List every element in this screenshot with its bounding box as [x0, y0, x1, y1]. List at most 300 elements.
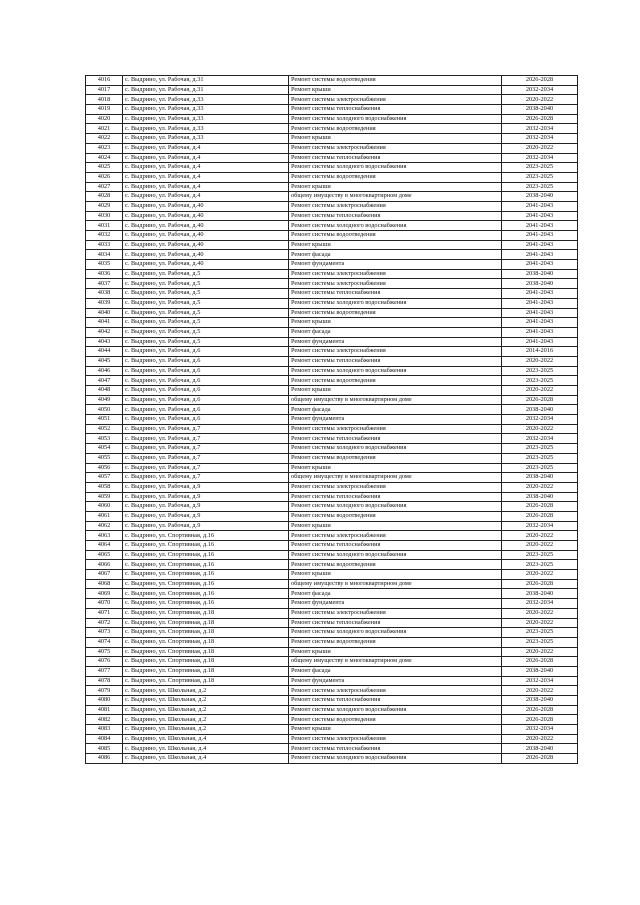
address-cell: с. Выдрино, ул. Рабочая, д.5	[123, 337, 289, 347]
work-type-cell: Ремонт системы электроснабжения	[289, 608, 502, 618]
row-number: 4077	[86, 666, 123, 676]
address-cell: с. Выдрино, ул. Рабочая, д.33	[123, 114, 289, 124]
period-cell: 2041-2043	[502, 318, 578, 328]
row-number: 4058	[86, 482, 123, 492]
table-row	[86, 172, 578, 182]
address-cell: с. Выдрино, ул. Рабочая, д.7	[123, 434, 289, 444]
address-cell: с. Выдрино, ул. Рабочая, д.7	[123, 473, 289, 483]
row-number: 4054	[86, 444, 123, 454]
work-type-cell: Ремонт системы электроснабжения	[289, 279, 502, 289]
period-cell: 2020-2022	[502, 356, 578, 366]
table-row	[86, 463, 578, 473]
address-cell: с. Выдрино, ул. Спортивная, д.18	[123, 628, 289, 638]
work-type-cell: Ремонт системы холодного водоснабжения	[289, 502, 502, 512]
period-cell: 2023-2025	[502, 453, 578, 463]
table-row	[86, 143, 578, 153]
work-type-cell: Ремонт системы водоотведения	[289, 511, 502, 521]
table-row	[86, 240, 578, 250]
address-cell: с. Выдрино, ул. Рабочая, д.6	[123, 366, 289, 376]
period-cell: 2038-2040	[502, 192, 578, 202]
table-row	[86, 434, 578, 444]
table-row	[86, 754, 578, 764]
work-type-cell: Ремонт системы теплоснабжения	[289, 541, 502, 551]
address-cell: с. Выдрино, ул. Рабочая, д.7	[123, 444, 289, 454]
row-number: 4078	[86, 676, 123, 686]
table-row	[86, 599, 578, 609]
address-cell: с. Выдрино, ул. Рабочая, д.6	[123, 356, 289, 366]
row-number: 4049	[86, 395, 123, 405]
period-cell: 2020-2022	[502, 570, 578, 580]
period-cell: 2020-2022	[502, 424, 578, 434]
table-row	[86, 279, 578, 289]
period-cell: 2023-2025	[502, 550, 578, 560]
period-cell: 2023-2025	[502, 463, 578, 473]
work-type-cell: Ремонт системы теплоснабжения	[289, 289, 502, 299]
table-body	[86, 76, 578, 764]
work-type-cell: Ремонт фасада	[289, 666, 502, 676]
row-number: 4084	[86, 734, 123, 744]
address-cell: с. Выдрино, ул. Рабочая, д.31	[123, 76, 289, 86]
period-cell: 2023-2025	[502, 366, 578, 376]
address-cell: с. Выдрино, ул. Рабочая, д.33	[123, 134, 289, 144]
row-number: 4066	[86, 560, 123, 570]
address-cell: с. Выдрино, ул. Спортивная, д.16	[123, 589, 289, 599]
row-number: 4044	[86, 347, 123, 357]
address-cell: с. Выдрино, ул. Рабочая, д.9	[123, 521, 289, 531]
address-cell: с. Выдрино, ул. Спортивная, д.18	[123, 647, 289, 657]
address-cell: с. Выдрино, ул. Рабочая, д.40	[123, 260, 289, 270]
row-number: 4055	[86, 453, 123, 463]
address-cell: с. Выдрино, ул. Рабочая, д.6	[123, 376, 289, 386]
address-cell: с. Выдрино, ул. Рабочая, д.4	[123, 192, 289, 202]
table-row	[86, 386, 578, 396]
row-number: 4046	[86, 366, 123, 376]
address-cell: с. Выдрино, ул. Школьная, д.2	[123, 686, 289, 696]
row-number: 4056	[86, 463, 123, 473]
period-cell: 2020-2022	[502, 734, 578, 744]
row-number: 4026	[86, 172, 123, 182]
row-number: 4079	[86, 686, 123, 696]
period-cell: 2026-2028	[502, 395, 578, 405]
row-number: 4069	[86, 589, 123, 599]
work-type-cell: Ремонт системы электроснабжения	[289, 347, 502, 357]
work-type-cell: Ремонт системы холодного водоснабжения	[289, 628, 502, 638]
address-cell: с. Выдрино, ул. Рабочая, д.6	[123, 405, 289, 415]
table-row	[86, 192, 578, 202]
period-cell: 2014-2016	[502, 347, 578, 357]
work-type-cell: Ремонт системы холодного водоснабжения	[289, 550, 502, 560]
table-row	[86, 298, 578, 308]
table-row	[86, 570, 578, 580]
row-number: 4059	[86, 492, 123, 502]
row-number: 4033	[86, 240, 123, 250]
address-cell: с. Выдрино, ул. Рабочая, д.9	[123, 492, 289, 502]
work-type-cell: Ремонт системы электроснабжения	[289, 143, 502, 153]
address-cell: с. Выдрино, ул. Рабочая, д.33	[123, 95, 289, 105]
table-row	[86, 744, 578, 754]
address-cell: с. Выдрино, ул. Рабочая, д.5	[123, 289, 289, 299]
period-cell: 2038-2040	[502, 105, 578, 115]
work-type-cell: Ремонт системы водоотведения	[289, 308, 502, 318]
work-type-cell: Ремонт системы теплоснабжения	[289, 153, 502, 163]
table-row	[86, 405, 578, 415]
address-cell: с. Выдрино, ул. Школьная, д.2	[123, 696, 289, 706]
work-type-cell: Ремонт фасада	[289, 327, 502, 337]
period-cell: 2023-2025	[502, 182, 578, 192]
row-number: 4040	[86, 308, 123, 318]
table-row	[86, 715, 578, 725]
table-row	[86, 327, 578, 337]
work-type-cell: Ремонт системы холодного водоснабжения	[289, 366, 502, 376]
period-cell: 2032-2034	[502, 725, 578, 735]
row-number: 4024	[86, 153, 123, 163]
work-type-cell: Ремонт системы теплоснабжения	[289, 696, 502, 706]
row-number: 4062	[86, 521, 123, 531]
row-number: 4016	[86, 76, 123, 86]
table-row	[86, 318, 578, 328]
table-row	[86, 85, 578, 95]
address-cell: с. Выдрино, ул. Рабочая, д.40	[123, 211, 289, 221]
period-cell: 2041-2043	[502, 337, 578, 347]
work-type-cell: Ремонт системы теплоснабжения	[289, 434, 502, 444]
row-number: 4060	[86, 502, 123, 512]
work-type-cell: Ремонт системы водоотведения	[289, 715, 502, 725]
table-row	[86, 686, 578, 696]
work-type-cell: Ремонт крыши	[289, 725, 502, 735]
period-cell: 2041-2043	[502, 240, 578, 250]
period-cell: 2038-2040	[502, 696, 578, 706]
period-cell: 2020-2022	[502, 686, 578, 696]
row-number: 4038	[86, 289, 123, 299]
row-number: 4017	[86, 85, 123, 95]
address-cell: с. Выдрино, ул. Рабочая, д.5	[123, 327, 289, 337]
address-cell: с. Выдрино, ул. Спортивная, д.16	[123, 599, 289, 609]
row-number: 4061	[86, 511, 123, 521]
work-type-cell: Ремонт фундамента	[289, 415, 502, 425]
address-cell: с. Выдрино, ул. Рабочая, д.4	[123, 182, 289, 192]
period-cell: 2020-2022	[502, 482, 578, 492]
address-cell: с. Выдрино, ул. Спортивная, д.18	[123, 637, 289, 647]
address-cell: с. Выдрино, ул. Рабочая, д.6	[123, 386, 289, 396]
period-cell: 2032-2034	[502, 521, 578, 531]
row-number: 4023	[86, 143, 123, 153]
period-cell: 2020-2022	[502, 618, 578, 628]
period-cell: 2038-2040	[502, 269, 578, 279]
work-type-cell: Ремонт крыши	[289, 240, 502, 250]
table-row	[86, 124, 578, 134]
address-cell: с. Выдрино, ул. Рабочая, д.9	[123, 511, 289, 521]
row-number: 4085	[86, 744, 123, 754]
work-type-cell: Ремонт системы холодного водоснабжения	[289, 298, 502, 308]
work-type-cell: Ремонт системы электроснабжения	[289, 269, 502, 279]
row-number: 4076	[86, 657, 123, 667]
period-cell: 2026-2028	[502, 715, 578, 725]
row-number: 4081	[86, 705, 123, 715]
period-cell: 2020-2022	[502, 95, 578, 105]
work-type-cell: Ремонт фасада	[289, 589, 502, 599]
period-cell: 2041-2043	[502, 308, 578, 318]
address-cell: с. Выдрино, ул. Рабочая, д.5	[123, 269, 289, 279]
work-type-cell: Ремонт системы теплоснабжения	[289, 744, 502, 754]
table-row	[86, 696, 578, 706]
address-cell: с. Выдрино, ул. Спортивная, д.16	[123, 570, 289, 580]
period-cell: 2026-2028	[502, 657, 578, 667]
period-cell: 2023-2025	[502, 628, 578, 638]
table-row	[86, 657, 578, 667]
period-cell: 2032-2034	[502, 415, 578, 425]
period-cell: 2032-2034	[502, 599, 578, 609]
period-cell: 2023-2025	[502, 444, 578, 454]
work-type-cell: Ремонт фасада	[289, 405, 502, 415]
table-row	[86, 114, 578, 124]
table-row	[86, 560, 578, 570]
work-type-cell: Ремонт системы холодного водоснабжения	[289, 705, 502, 715]
work-type-cell: общему имуществу в многоквартирном доме	[289, 395, 502, 405]
row-number: 4020	[86, 114, 123, 124]
work-type-cell: Ремонт крыши	[289, 647, 502, 657]
work-type-cell: Ремонт системы теплоснабжения	[289, 492, 502, 502]
table-row	[86, 647, 578, 657]
table-row	[86, 376, 578, 386]
work-type-cell: Ремонт крыши	[289, 182, 502, 192]
table-row	[86, 589, 578, 599]
address-cell: с. Выдрино, ул. Школьная, д.4	[123, 754, 289, 764]
work-type-cell: Ремонт фасада	[289, 250, 502, 260]
table-row	[86, 289, 578, 299]
row-number: 4045	[86, 356, 123, 366]
table-row	[86, 250, 578, 260]
table-row	[86, 734, 578, 744]
period-cell: 2032-2034	[502, 134, 578, 144]
table-row	[86, 366, 578, 376]
period-cell: 2041-2043	[502, 289, 578, 299]
work-type-cell: Ремонт системы теплоснабжения	[289, 211, 502, 221]
address-cell: с. Выдрино, ул. Рабочая, д.7	[123, 453, 289, 463]
period-cell: 2020-2022	[502, 608, 578, 618]
period-cell: 2032-2034	[502, 153, 578, 163]
work-type-cell: Ремонт крыши	[289, 318, 502, 328]
work-type-cell: Ремонт крыши	[289, 85, 502, 95]
work-type-cell: Ремонт системы теплоснабжения	[289, 618, 502, 628]
table-row	[86, 511, 578, 521]
work-type-cell: Ремонт системы водоотведения	[289, 231, 502, 241]
table-row	[86, 579, 578, 589]
address-cell: с. Выдрино, ул. Спортивная, д.18	[123, 608, 289, 618]
table-row	[86, 337, 578, 347]
table-row	[86, 182, 578, 192]
row-number: 4030	[86, 211, 123, 221]
row-number: 4032	[86, 231, 123, 241]
row-number: 4019	[86, 105, 123, 115]
address-cell: с. Выдрино, ул. Рабочая, д.7	[123, 463, 289, 473]
work-type-cell: Ремонт системы теплоснабжения	[289, 356, 502, 366]
period-cell: 2041-2043	[502, 221, 578, 231]
row-number: 4057	[86, 473, 123, 483]
period-cell: 2023-2025	[502, 637, 578, 647]
period-cell: 2026-2028	[502, 76, 578, 86]
row-number: 4082	[86, 715, 123, 725]
table-row	[86, 628, 578, 638]
table-row	[86, 163, 578, 173]
period-cell: 2041-2043	[502, 327, 578, 337]
address-cell: с. Выдрино, ул. Спортивная, д.18	[123, 618, 289, 628]
period-cell: 2041-2043	[502, 211, 578, 221]
row-number: 4048	[86, 386, 123, 396]
work-type-cell: Ремонт системы электроснабжения	[289, 531, 502, 541]
period-cell: 2041-2043	[502, 260, 578, 270]
work-type-cell: общему имуществу в многоквартирном доме	[289, 579, 502, 589]
work-type-cell: Ремонт системы электроснабжения	[289, 482, 502, 492]
row-number: 4043	[86, 337, 123, 347]
row-number: 4052	[86, 424, 123, 434]
table-row	[86, 618, 578, 628]
table-row	[86, 269, 578, 279]
table-row	[86, 308, 578, 318]
period-cell: 2032-2034	[502, 434, 578, 444]
row-number: 4021	[86, 124, 123, 134]
table-row	[86, 95, 578, 105]
work-type-cell: Ремонт системы холодного водоснабжения	[289, 221, 502, 231]
address-cell: с. Выдрино, ул. Школьная, д.2	[123, 715, 289, 725]
table-row	[86, 492, 578, 502]
work-type-cell: общему имуществу в многоквартирном доме	[289, 657, 502, 667]
table-row	[86, 347, 578, 357]
work-type-cell: Ремонт системы холодного водоснабжения	[289, 754, 502, 764]
period-cell: 2020-2022	[502, 531, 578, 541]
address-cell: с. Выдрино, ул. Рабочая, д.40	[123, 240, 289, 250]
row-number: 4074	[86, 637, 123, 647]
table-row	[86, 608, 578, 618]
period-cell: 2026-2028	[502, 579, 578, 589]
work-type-cell: Ремонт фундамента	[289, 599, 502, 609]
address-cell: с. Выдрино, ул. Спортивная, д.16	[123, 579, 289, 589]
table-row	[86, 502, 578, 512]
work-type-cell: Ремонт системы электроснабжения	[289, 686, 502, 696]
row-number: 4037	[86, 279, 123, 289]
row-number: 4064	[86, 541, 123, 551]
table-row	[86, 424, 578, 434]
period-cell: 2026-2028	[502, 502, 578, 512]
row-number: 4041	[86, 318, 123, 328]
row-number: 4025	[86, 163, 123, 173]
row-number: 4028	[86, 192, 123, 202]
work-type-cell: Ремонт системы электроснабжения	[289, 201, 502, 211]
work-type-cell: Ремонт системы водоотведения	[289, 453, 502, 463]
table-row	[86, 705, 578, 715]
row-number: 4071	[86, 608, 123, 618]
row-number: 4051	[86, 415, 123, 425]
address-cell: с. Выдрино, ул. Рабочая, д.40	[123, 250, 289, 260]
period-cell: 2032-2034	[502, 124, 578, 134]
table-row	[86, 153, 578, 163]
table-row	[86, 541, 578, 551]
table-row	[86, 725, 578, 735]
address-cell: с. Выдрино, ул. Спортивная, д.18	[123, 657, 289, 667]
period-cell: 2032-2034	[502, 85, 578, 95]
period-cell: 2038-2040	[502, 405, 578, 415]
work-type-cell: Ремонт фундамента	[289, 337, 502, 347]
table-row	[86, 637, 578, 647]
table-row	[86, 201, 578, 211]
row-number: 4073	[86, 628, 123, 638]
address-cell: с. Выдрино, ул. Школьная, д.4	[123, 734, 289, 744]
period-cell: 2026-2028	[502, 705, 578, 715]
address-cell: с. Выдрино, ул. Спортивная, д.16	[123, 550, 289, 560]
table-row	[86, 666, 578, 676]
address-cell: с. Выдрино, ул. Рабочая, д.9	[123, 482, 289, 492]
period-cell: 2038-2040	[502, 666, 578, 676]
address-cell: с. Выдрино, ул. Рабочая, д.6	[123, 415, 289, 425]
period-cell: 2020-2022	[502, 647, 578, 657]
row-number: 4036	[86, 269, 123, 279]
work-type-cell: Ремонт крыши	[289, 463, 502, 473]
period-cell: 2026-2028	[502, 511, 578, 521]
period-cell: 2038-2040	[502, 473, 578, 483]
work-type-cell: Ремонт системы водоотведения	[289, 76, 502, 86]
period-cell: 2041-2043	[502, 298, 578, 308]
period-cell: 2020-2022	[502, 143, 578, 153]
row-number: 4053	[86, 434, 123, 444]
row-number: 4050	[86, 405, 123, 415]
period-cell: 2041-2043	[502, 201, 578, 211]
address-cell: с. Выдрино, ул. Рабочая, д.5	[123, 279, 289, 289]
work-type-cell: Ремонт фундамента	[289, 676, 502, 686]
period-cell: 2038-2040	[502, 744, 578, 754]
table-row	[86, 211, 578, 221]
table-row	[86, 415, 578, 425]
address-cell: с. Выдрино, ул. Рабочая, д.6	[123, 347, 289, 357]
row-number: 4072	[86, 618, 123, 628]
row-number: 4086	[86, 754, 123, 764]
address-cell: с. Выдрино, ул. Рабочая, д.5	[123, 318, 289, 328]
address-cell: с. Выдрино, ул. Школьная, д.4	[123, 744, 289, 754]
address-cell: с. Выдрино, ул. Рабочая, д.4	[123, 143, 289, 153]
period-cell: 2038-2040	[502, 279, 578, 289]
address-cell: с. Выдрино, ул. Рабочая, д.4	[123, 163, 289, 173]
address-cell: с. Выдрино, ул. Рабочая, д.40	[123, 231, 289, 241]
address-cell: с. Выдрино, ул. Спортивная, д.18	[123, 666, 289, 676]
work-type-cell: Ремонт крыши	[289, 134, 502, 144]
row-number: 4068	[86, 579, 123, 589]
period-cell: 2041-2043	[502, 231, 578, 241]
work-type-cell: Ремонт системы холодного водоснабжения	[289, 114, 502, 124]
table-row	[86, 531, 578, 541]
table-row	[86, 453, 578, 463]
work-type-cell: Ремонт системы водоотведения	[289, 172, 502, 182]
row-number: 4047	[86, 376, 123, 386]
address-cell: с. Выдрино, ул. Рабочая, д.6	[123, 395, 289, 405]
period-cell: 2041-2043	[502, 250, 578, 260]
work-type-cell: Ремонт крыши	[289, 521, 502, 531]
table-row	[86, 473, 578, 483]
address-cell: с. Выдрино, ул. Рабочая, д.7	[123, 424, 289, 434]
table-row	[86, 76, 578, 86]
row-number: 4070	[86, 599, 123, 609]
period-cell: 2032-2034	[502, 676, 578, 686]
address-cell: с. Выдрино, ул. Рабочая, д.33	[123, 105, 289, 115]
work-type-cell: Ремонт системы водоотведения	[289, 376, 502, 386]
row-number: 4018	[86, 95, 123, 105]
row-number: 4067	[86, 570, 123, 580]
table-row	[86, 550, 578, 560]
table-row	[86, 482, 578, 492]
period-cell: 2023-2025	[502, 376, 578, 386]
period-cell: 2023-2025	[502, 172, 578, 182]
address-cell: с. Выдрино, ул. Спортивная, д.16	[123, 560, 289, 570]
work-type-cell: Ремонт крыши	[289, 386, 502, 396]
work-type-cell: Ремонт системы электроснабжения	[289, 734, 502, 744]
work-type-cell: Ремонт системы водоотведения	[289, 560, 502, 570]
